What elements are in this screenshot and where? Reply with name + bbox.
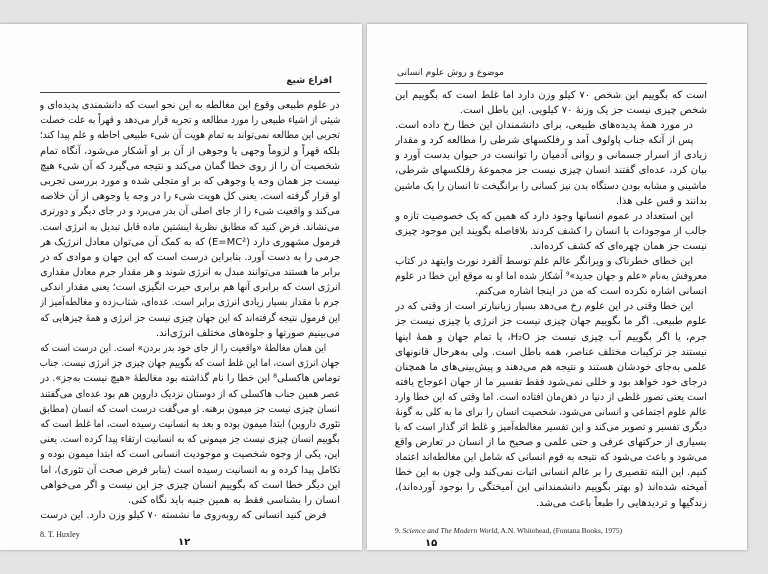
text-line (395, 465, 707, 480)
text-line-content: معروفش به‌نام «علم و جهان جدید»⁹ آشکار شده اما او به موقع این خطا در علوم (395, 271, 707, 283)
text-line (40, 356, 340, 371)
text-line-content: تجربی این مطالعه نمی‌تواند به تمام هویت آن شیء طبیعی احاطه و علم پیدا کند؛ (40, 130, 340, 142)
text-line-content: بسیاری از حرکتهای عرفی و حتی علمی و صحیح ما از انسان در تعارض واقع (395, 437, 707, 449)
text-line (40, 371, 340, 386)
text-line-content: زیادی از اسرار جسمانی و روانی آدمیان را توانست در حیوان بدست آورد و (395, 150, 707, 162)
footnote-marker: 9. (395, 526, 401, 535)
text-line-content: بلکه قهراً و لزوماً وجهی یا وجوهی از آن بر او آشکار می‌شود، آنگاه تمام (40, 145, 340, 157)
text-line (395, 88, 707, 103)
text-line (40, 387, 340, 402)
text-line-content: درجای خود خواهد بود و خللی نمی‌شود فقط تفسیر ما از جهان اعوجاج یافته (395, 376, 707, 388)
text-line-content: این خطای خطرناک و ویرانگر عالم علم توسط آلفرد نورث وایتهد در کتاب (395, 256, 693, 268)
text-line-content: بیان کرد، عده‌ای گفتند انسان چیزی نیست جز مجموعهٔ رفلکسهای شرطی، (395, 165, 707, 177)
page-number: ۱۲ (178, 537, 191, 548)
text-line (395, 179, 707, 194)
text-line-content: می‌بینیم صورتها و جلوه‌های مختلف انرژی‌اند. (155, 327, 340, 339)
text-line-content: علوم طبیعی. اگر ما بگوییم جهان چیزی نیست جز انرژی یا چیزی نیست جز (395, 316, 707, 328)
text-line-content: زندگیها و تردیدهایی را طبعاً باعث می‌شد. (536, 497, 707, 509)
text-line (40, 295, 340, 310)
text-line-content: می‌کند و واقعیت شیء را از جای اصلی آن بدر می‌برد و در جای دیگر و دورتری (40, 206, 340, 218)
text-line (395, 405, 707, 420)
text-line-content: شخصیت آن را از روی خطا گمان می‌کند و نتیجه می‌گیرد که آن شیء هیچ (40, 160, 340, 172)
footnote-book-title: Science and The Modern World (402, 526, 498, 535)
header-rule (40, 92, 340, 93)
text-line (40, 250, 340, 265)
text-line (395, 209, 707, 224)
text-line (395, 450, 707, 465)
footnote-marker: 8. (40, 530, 46, 539)
text-line-content: نیست جز همان وجه یا وجوهی که بر او متجلی شده و مورد بررسی تجربی (40, 175, 340, 187)
text-line-content: جهان انرژی است، اما این غلط است که بگوییم جهان چیزی جز انرژی نیست. جناب (40, 358, 340, 370)
text-line (40, 508, 340, 523)
text-line-content: او قرار گرفته است. یعنی کل هویت شیء را در وجه یا وجوهی از آن خلاصه (40, 191, 340, 203)
footnote-details: , A.N. Whitehead, (Fontana Books, 1975) (497, 526, 623, 535)
text-line-content: در مورد همهٔ پدیده‌های طبیعی، برای دانشمندان این خطا رخ داده است. (395, 120, 693, 132)
text-line (395, 239, 707, 254)
text-line-content: ماشینی و مشابه بودن دستگاه بدن نیز کسانی را برانگیخت تا انسان را یک ماشین (395, 180, 707, 192)
text-line (395, 314, 707, 329)
text-line (40, 144, 340, 159)
text-line (40, 402, 340, 417)
text-line-content: تکامل پیدا کرده و به انسانیت رسیده است (بنابر فرض صحت آن تئوری)، اما (40, 464, 340, 476)
text-line-content: شیئی از اشیاء طبیعی را مورد مطالعه و تجربه قرار می‌دهد و قهراً به علت خصلت (40, 115, 340, 127)
text-line (40, 432, 340, 447)
text-line-content: این، یکی از وجوه شخصیت و موجودیت انسانی است که ابتدا میمون بوده و (40, 449, 340, 461)
text-line (395, 148, 707, 163)
text-line-content: این خطا وقتی در این علوم رخ می‌دهد بسیار زیانبارتر است از وقتی که در (395, 301, 693, 313)
text-line-content: انسان چیزی نیست جز میمون برهنه. او می‌گفت درست است که انسان (مطابق (40, 403, 340, 415)
text-line-content: جرمی را به دست آورد. بنابراین درست است که این جهان و موادی که در (40, 251, 340, 263)
footnote (40, 530, 80, 539)
text-line-content: توماس هاکسلی⁸ این خطا را نام گذاشته بود مغالطهٔ «هیچ نیست به‌جز». در (40, 373, 340, 385)
text-line (395, 284, 707, 299)
right-page (367, 24, 747, 550)
text-line (395, 194, 707, 209)
text-line-content: جرم، یا اگر بگوییم آب چیزی نیست جز H₂O، یا تمام جهان و همهٔ اینها (395, 331, 707, 343)
text-line-content: برابر ما هستند می‌توانند مبدل به انرژی شوند و هر مقدار جرم معادل مقداری (40, 267, 340, 279)
text-line-content: کنیم. این البته تقصیری را بر عالم انسانی اثبات نمی‌کند ولی چون به این خطا (395, 467, 707, 479)
text-line (40, 235, 340, 250)
text-line (40, 265, 340, 280)
text-line (40, 341, 340, 356)
text-line (40, 447, 340, 462)
text-line (395, 330, 707, 345)
text-line-content: دیگری تفسیر و تصویر می‌کند و این تفسیر مغالطه‌آمیز و غلط اثر گذار است که با (395, 422, 707, 434)
text-line (40, 463, 340, 478)
text-line-content: آمیخته شده‌اند (و بهتر بگوییم دانشمندانی این آمیختگی را بوجود آورده‌اند)، (395, 482, 707, 494)
running-head: افزاع شیع (286, 76, 332, 86)
text-line-content: است که بگوییم این شخص ۷۰ کیلو وزن دارد اما غلط است که بگوییم این (395, 90, 707, 101)
text-line (395, 224, 707, 239)
text-line (395, 163, 707, 178)
text-line (395, 299, 707, 314)
text-line (395, 496, 707, 511)
text-line-content: این استعداد در عموم انسانها وجود دارد که همین که یک خصوصیت تازه و (395, 210, 693, 222)
footnote-text: T. Huxley (47, 530, 80, 539)
text-line (395, 390, 707, 405)
text-line-content: می‌نشاند. فرض کنید که مطابق نظریهٔ اینشتین ماده قابل تبدیل به انرژی است. (40, 221, 340, 233)
text-line (40, 113, 340, 128)
text-line (395, 375, 707, 390)
text-line-content: این دیگر خطا است که بگوییم انسان چیزی جز این نیست و اگر می‌خواهی (40, 479, 340, 491)
page-number: ۱۵ (425, 538, 438, 549)
text-line (395, 420, 707, 435)
text-line-content: انسانی اشاره نکرده است که من در اینجا اشاره می‌کنم. (474, 286, 707, 298)
text-line (40, 159, 340, 174)
running-head: موضوع و روش علوم انسانی (397, 68, 504, 78)
text-line-content: جرم با مقدار بسیار زیادی انرژی برابر است. عده‌ای، شتاب‌زده و مغالطه‌آمیز از (40, 297, 340, 309)
text-line-content: فرمول مشهوری دارد (E=MC²) که به کمک آن می‌توان معادل انرژیک هر (40, 236, 340, 248)
text-line (40, 204, 340, 219)
text-line-content: این همان مغالطهٔ «واقعیت را از جای خود بدر بردن» است. این درست است که (40, 343, 326, 354)
text-line (40, 98, 340, 113)
text-line-content: فرض کنید انسانی که روبه‌روی ما نشسته ۷۰ کیلو وزن دارد. این درست (40, 510, 326, 522)
text-line (395, 118, 707, 133)
text-line (395, 435, 707, 450)
text-line-content: جالب از موجودات یا انسان را کشف کردند بلافاصله بگویند این موجود چیزی (395, 225, 707, 237)
text-line-content: شخص چیزی نیست جز یک وزنهٔ ۷۰ کیلویی. این باطل است. (459, 105, 707, 117)
text-line-content: انرژی است که برابری آنها هم برابری حیرت انگیزی است؛ یعنی مقدار اندکی (40, 282, 340, 294)
text-line (40, 326, 340, 341)
text-line-content: عالم علوم اجتماعی و انسانی می‌شود، شخصیت انسان را برای ما به کلی به گونهٔ (395, 406, 707, 418)
left-page (0, 24, 362, 550)
text-line-content: در علوم طبیعی وقوع این مغالطه به این نحو است که دانشمندی پدیده‌ای و (40, 100, 340, 111)
text-line (40, 280, 340, 295)
text-line (395, 480, 707, 495)
text-line (395, 254, 707, 269)
text-line-content: تئوری داروین) ابتدا میمون بوده و بعد به انسانیت رسیده است، اما غلط است که (40, 418, 340, 430)
text-line-content: این فرمول نتیجه گرفته‌اند که این جهان چیزی نیست جز انرژی و همهٔ چیزهایی که (40, 312, 340, 324)
text-line (40, 220, 340, 235)
text-line-content: انسان را بشناسی فقط به همین جنبه باید نگاه کنی. (127, 494, 340, 506)
text-line (40, 174, 340, 189)
text-line-content: پس از آنکه جناب پاولوف آمد و رفلکسهای شرطی را مطالعه کرد و مقدار (395, 135, 693, 147)
text-line (395, 269, 707, 284)
text-line (40, 189, 340, 204)
text-line-content: می‌شود و باعث می‌شود که نتیجه به قوم انسانی که شامل این مغالطه‌اند اعتماد (395, 452, 707, 464)
text-line-content: بگوییم انسان چیزی نیست جز میمونی که به انسانیت ارتقاء پیدا کرده است. یعنی (40, 434, 340, 446)
text-line (40, 493, 340, 508)
text-line (395, 345, 707, 360)
text-line (40, 311, 340, 326)
text-line-content: عصر همین جناب هاکسلی که از دوستان نزدیک داروین هم بود عده‌ای می‌گفتند (40, 388, 340, 400)
header-rule (395, 83, 707, 84)
body-text (395, 88, 707, 511)
text-line-content: بدانند و قس علی هذا. (615, 195, 707, 207)
body-text (40, 98, 340, 523)
text-line (395, 360, 707, 375)
footnote (395, 526, 622, 535)
text-line-content: نیستند جز ترکیبات مختلف عناصر، همه باطل است. ولی به‌هرحال قانونهای (395, 346, 707, 358)
text-line (40, 128, 340, 143)
text-line (395, 103, 707, 118)
text-line (395, 133, 707, 148)
text-line-content: است یعنی تصور غلطی از دنیا در ذهن‌مان افتاده است. اما وقتی که این خطا وارد (395, 391, 707, 403)
text-line-content: نیست جز همان چهره‌ای که کشف کرده‌اند. (529, 240, 707, 252)
text-line (40, 478, 340, 493)
text-line-content: علمی به‌جای خودشان هستند و نتیجه هم می‌دهند و پیش‌بینی‌های ما همچنان (395, 361, 707, 373)
text-line (40, 417, 340, 432)
